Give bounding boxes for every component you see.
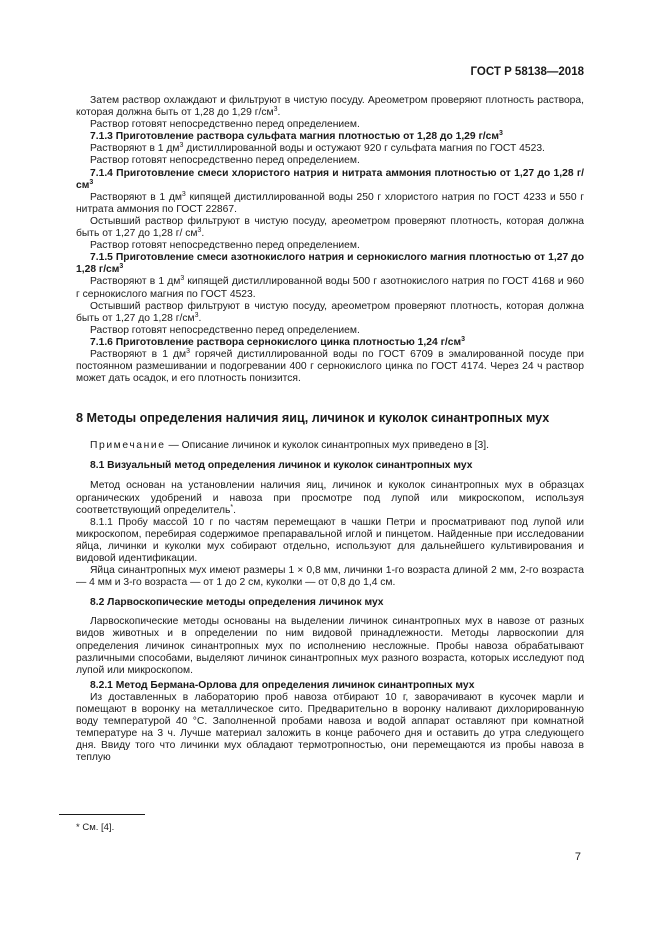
paragraph: Остывший раствор фильтруют в чистую посуду, ареометром проверяют плотность, которая должна быть от 1,27 до 1,28 $г/см^3$. (76, 300, 584, 324)
footnote: * См. [4]. (76, 822, 115, 833)
footnote-divider (59, 814, 145, 815)
paragraph: Яйца синантропных мух имеют размеры 1 × 0,8 мм, личинки 1-го возраста длиной 2 мм, 2-го возраста — 4 мм и 3-го возраста — от 1 до 2 см, куколки — от 0,8 до 1,4 см. (76, 565, 584, 589)
paragraph: Ларвоскопические методы основаны на выделении личинок синантропных мух в навозе от разных видов животных и в определении по ним видовой принадлежности. Методы ларвоскопии для определения личинок синантропных мух по исполнению несложные. Пробы навоза обрабатывают различными способами, выделяют личинок синантропных мух разного возраста, которых исследуют под лупой или микроскопом. (76, 616, 584, 676)
page-number: 7 (574, 851, 581, 863)
footnote-marker: * (230, 503, 234, 511)
paragraph: Раствор готовят непосредственно перед определением. (90, 240, 360, 252)
paragraph: Растворяют в 1 $дм^3$ дистиллированной воды и остужают 920 г сульфата магния по ГОСТ 4523. (90, 142, 545, 155)
paragraph: Остывший раствор фильтруют в чистую посуду, ареометром проверяют плотность, которая должна быть от 1,27 до 1,28 г/ $см^3$. (76, 215, 584, 240)
paragraph: Растворяют в 1 $дм^3$ кипящей дистиллированной воды 250 г хлористого натрия по ГОСТ 4233 и 550 г нитрата аммония по ГОСТ 22867. (76, 190, 584, 215)
paragraph: Раствор готовят непосредственно перед определением. (90, 155, 360, 167)
subsection-heading-7-1-5: 7.1.5 Приготовление смеси азотнокислого натрия и сернокислого магния плотностью от 1,27 до 1,28 $г/см^3$ (76, 252, 584, 276)
subsection-heading-7-1-4: 7.1.4 Приготовление смеси хлористого натрия и нитрата аммония плотностью от 1,27 до 1,28 г/ $см^3$ (76, 167, 584, 191)
note-label: Примечание (90, 440, 166, 452)
document-number-header: ГОСТ Р 58138—2018 (470, 66, 584, 78)
subsection-heading-8-2: 8.2 Ларвоскопические методы определения личинок мух (90, 597, 384, 609)
paragraph: Растворяют в 1 $дм^3$ кипящей дистиллированной воды 500 г азотнокислого натрия по ГОСТ 4168 и 960 г сернокислого магния по ГОСТ 4523. (76, 275, 584, 300)
paragraph: Раствор готовят непосредственно перед определением. (90, 324, 360, 336)
subsection-heading-7-1-6: 7.1.6 Приготовление раствора сернокислого цинка плотностью 1,24 $г/см^3$ (90, 335, 465, 348)
paragraph: Растворяют в 1 $дм^3$ горячей дистиллированной воды по ГОСТ 6709 в эмалированной посуде при постоянном размешивании и подогревании 400 г сернокислого цинка по ГОСТ 4174. Через 24 ч раствор может дать осадок, и его плотность понизится. (76, 347, 585, 385)
subsection-heading-7-1-3: 7.1.3 Приготовление раствора сульфата магния плотностью от 1,28 до 1,29 $г/см^3$ (90, 130, 503, 143)
page-content (76, 95, 584, 765)
subsection-heading-8-1: 8.1 Визуальный метод определения личинок и куколок синантропных мух (90, 460, 473, 472)
note: Примечание — Описание личинок и куколок синантропных мух приведено в [3]. (90, 440, 489, 452)
paragraph: 8.1.1 Пробу массой 10 г по частям перемещают в чашки Петри и просматривают под лупой или микроскопом, перебирая содержимое препаравальной иглой и пинцетом. Найденные при исследовании яйца, личинки и куколки мух собирают отдельно, используют для дальнейшего культивирования и видовой идентификации. (76, 516, 584, 564)
paragraph: Метод основан на установлении наличия яиц, личинок и куколок синантропных мух в образцах органических удобрений и навоза при просмотре под лупой или микроскопом, используя соответствующий определитель*. (76, 480, 584, 516)
paragraph: Затем раствор охлаждают и фильтруют в чистую посуду. Ареометром проверяют плотность раствора, которая должна быть от 1,28 до 1,29 $г/см^3$. (76, 95, 584, 119)
paragraph: Из доставленных в лабораторию проб навоза отбирают 10 г, заворачивают в кусочек марли и помещают в воронку на металлическое сито. Предварительно в воронку наливают дихлорированную воду температурой 40 °С. Заполненной пробами навоза и водой аппарат оставляют при комнатной температуре на 3 ч. Лучше материал заложить в конце рабочего дня и оставить до утра следующего дня. Ввиду того что личинки мух обладают термотропностью, они перемещаются из пробы навоза в теплую (76, 691, 584, 764)
section-heading-8: 8 Методы определения наличия яиц, личинок и куколок синантропных мух (76, 411, 550, 426)
subsection-heading-8-2-1: 8.2.1 Метод Бермана-Орлова для определения личинок синантропных мух (90, 679, 475, 691)
paragraph: Раствор готовят непосредственно перед определением. (90, 119, 360, 131)
